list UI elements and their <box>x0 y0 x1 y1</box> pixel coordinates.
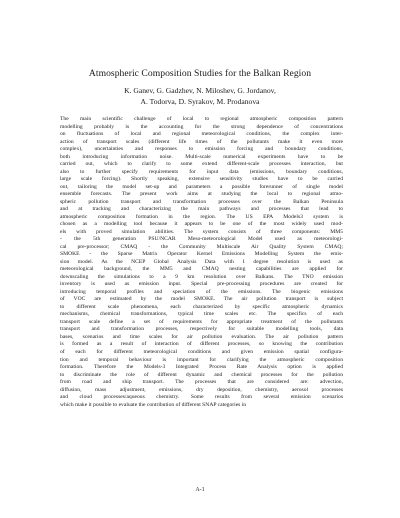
abstract-line: ensemble forecasts. The present work aims at studying the local to regional atmo- <box>60 191 343 198</box>
abstract-line: mechanisms, chemical transformations, typical time scales etc. The specifics of each <box>60 311 343 318</box>
abstract-line: both introducing information noise. Multi-scale numerical experiments have to be <box>60 153 343 160</box>
abstract-line: tion and temporal behaviour is important for clarifying the atmospheric composition <box>60 356 343 363</box>
abstract-line: bases, scenarios and time scales for air pollution evaluation. The air pollution pattern <box>60 333 343 340</box>
abstract-line: carried out, which to clarify to some extend different-scale processes interaction, but <box>60 161 343 168</box>
paper-title: Atmospheric Composition Studies for the Balkan Region <box>88 68 312 79</box>
abstract-line: SMOKE - the Sparse Matrix Operator Kernel Emissions Modelling System the emis- <box>60 251 343 258</box>
abstract-line: inventory is used as emission input. Special pre-processing procedures are created for <box>60 281 343 288</box>
abstract-line: transport scale define a set of requirements for appropriate treatment of the pollutants <box>60 318 343 325</box>
abstract-line: from road and ship transport. The processes that are considered are: advection, <box>60 379 343 386</box>
page-number: A-1 <box>195 487 205 493</box>
abstract-line: diffusion, mass adjustment, emissions, dry deposition, chemistry, aerosol processes <box>60 386 343 393</box>
abstract-line: and cloud processes/aqueous chemistry. Some results from several emission scenarios <box>60 394 343 401</box>
abstract-line: out, tailoring the model set-up and parameters a possible forerunner of single model <box>60 183 343 190</box>
author-line-2: A. Todorva, D. Syrakov, M. Prodanova <box>140 96 260 106</box>
abstract-line: is formed as a result of interaction of different processes, so knowing the contribution <box>60 341 343 348</box>
abstract-line: of VOC are estimated by the model SMOKE. The air pollution transport is subject <box>60 296 343 303</box>
author-line-1: K. Ganev, G. Gadzhev, N. Miloshev, G. Jordanov, <box>124 86 276 95</box>
abstract-line: also to further specify requirements for input data (emissions, boundary conditions, <box>60 168 343 175</box>
abstract-line: spheric pollution transport and transformation processes over the Balkan Peninsula <box>60 198 343 205</box>
abstract-line: on fluctuations of local and regional meteorological conditions, the complex inter- <box>60 131 343 138</box>
abstract-line: introducing temporal profiles and speciation of the emissions. The biogenic emissions <box>60 288 343 295</box>
abstract-line: sion model. As the NCEP Global Analysis Data with 1 degree resolution is used as <box>60 258 343 265</box>
abstract-body <box>60 116 343 409</box>
abstract-line: The main scientific challenge of local to regional atmospheric composition pattern <box>60 116 343 122</box>
abstract-line: to different scale phenomena, each characterized by specific atmospheric dynamics <box>60 303 343 310</box>
abstract-line: formation. Therefore the Models-3 Integrated Process Rate Analysis option is applied <box>60 364 343 371</box>
abstract-line: modelling probably is the accounting for the strong dependence of concentrations <box>60 123 343 130</box>
abstract-line: meteorological background, the MM5 and CMAQ nesting capabilities are applied for <box>60 266 343 273</box>
abstract-line: downscaling the simulations to a 9 km resolution over Balkans. The TNO emission <box>60 273 343 280</box>
abstract-line: to discriminate the role of different dynamic and chemical processes for the pollution <box>60 371 343 378</box>
abstract-line: action of transport scales (different life times of the pollutants make it even more <box>60 138 343 145</box>
abstract-line: els with proved simulation abilities. The system consists of three components: MM5 <box>60 228 343 235</box>
abstract-line: chosen as a modelling tool because it appears to be one of the most widely used mod- <box>60 221 343 228</box>
abstract-line: large scale forcing). Shortly speaking, extensive sensitivity studies have to be carried <box>60 176 343 183</box>
abstract-line: atmospheric composition formation in the region. The US EPA Models3 system is <box>60 213 343 220</box>
abstract-line: which make it possible to evaluate the contribution of different SNAP categories in <box>60 401 247 408</box>
abstract-line: transport and transformation processes, respectively for suitable modelling tools, data <box>60 326 343 333</box>
abstract-line: and at tracking and characterizing the main pathways and processes that lead to <box>60 206 343 213</box>
author-list <box>0 86 400 107</box>
abstract-line: complex), uncertainties and responses to emission forcing and boundary conditions, <box>60 146 343 153</box>
abstract-line: of each for different meteorological conditions and given emission spatial configura- <box>60 348 343 355</box>
abstract-line: cal pre-processor; CMAQ - the Community Multiscale Air Quality System CMAQ; <box>60 243 343 250</box>
abstract-line: - the 5th generation PSU/NCAR Meso-meteorological Model used as meteorologi- <box>60 236 343 243</box>
